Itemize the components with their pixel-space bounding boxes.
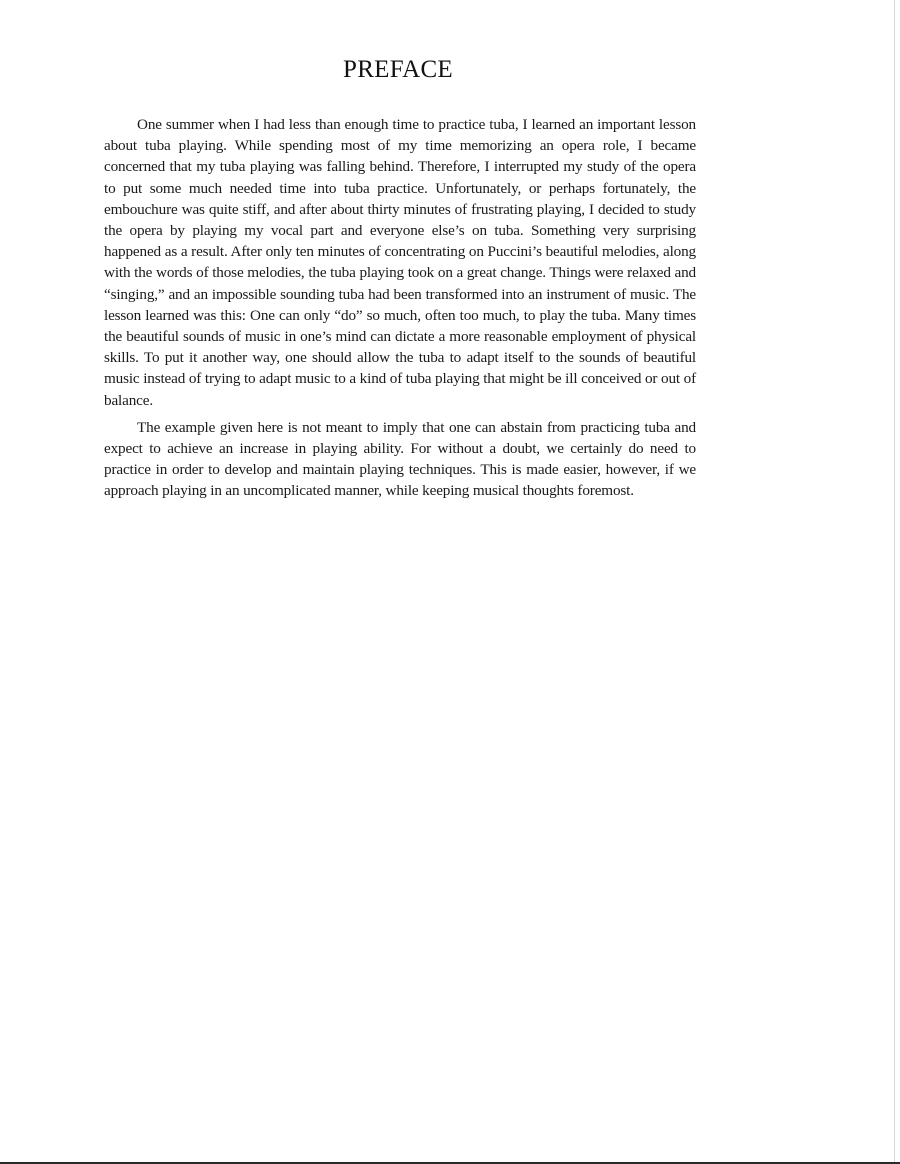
- paragraph-1: One summer when I had less than enough time to practice tuba, I learned an important lesson about tuba playing. While spending most of my time memorizing an opera role, I became concerned that my tuba playing was falling behind. Therefore, I interrupted my study of the opera to put some much needed time into tuba practice. Unfortunately, or perhaps fortunately, the embouchure was quite stiff, and after about thirty minutes of frustrating playing, I decided to study the opera by playing my vocal part and everyone else’s on tuba. Something very surprising happened as a result. After only ten minutes of concentrating on Puccini’s beautiful melodies, along with the words of those melodies, the tuba playing took on a great change. Things were relaxed and “singing,” and an impossible sounding tuba had been transformed into an instrument of music. The lesson learned was this: One can only “do” so much, often too much, to play the tuba. Many times the beautiful sounds of music in one’s mind can dictate a more reasonable employment of physical skills. To put it another way, one should allow the tuba to adapt itself to the sounds of beautiful music instead of trying to adapt music to a kind of tuba playing that might be ill conceived or out of balance.: [104, 116, 696, 409]
- page-edge-line: [894, 0, 895, 1164]
- page-title: PREFACE: [343, 56, 453, 83]
- preface-body: [104, 114, 696, 508]
- paragraph-2: The example given here is not meant to imply that one can abstain from practicing tuba and expect to achieve an increase in playing ability. For without a doubt, we certainly do need to practice in order to develop and maintain playing techniques. This is made easier, however, if we approach playing in an uncomplicated manner, while keeping musical thoughts foremost.: [104, 418, 696, 500]
